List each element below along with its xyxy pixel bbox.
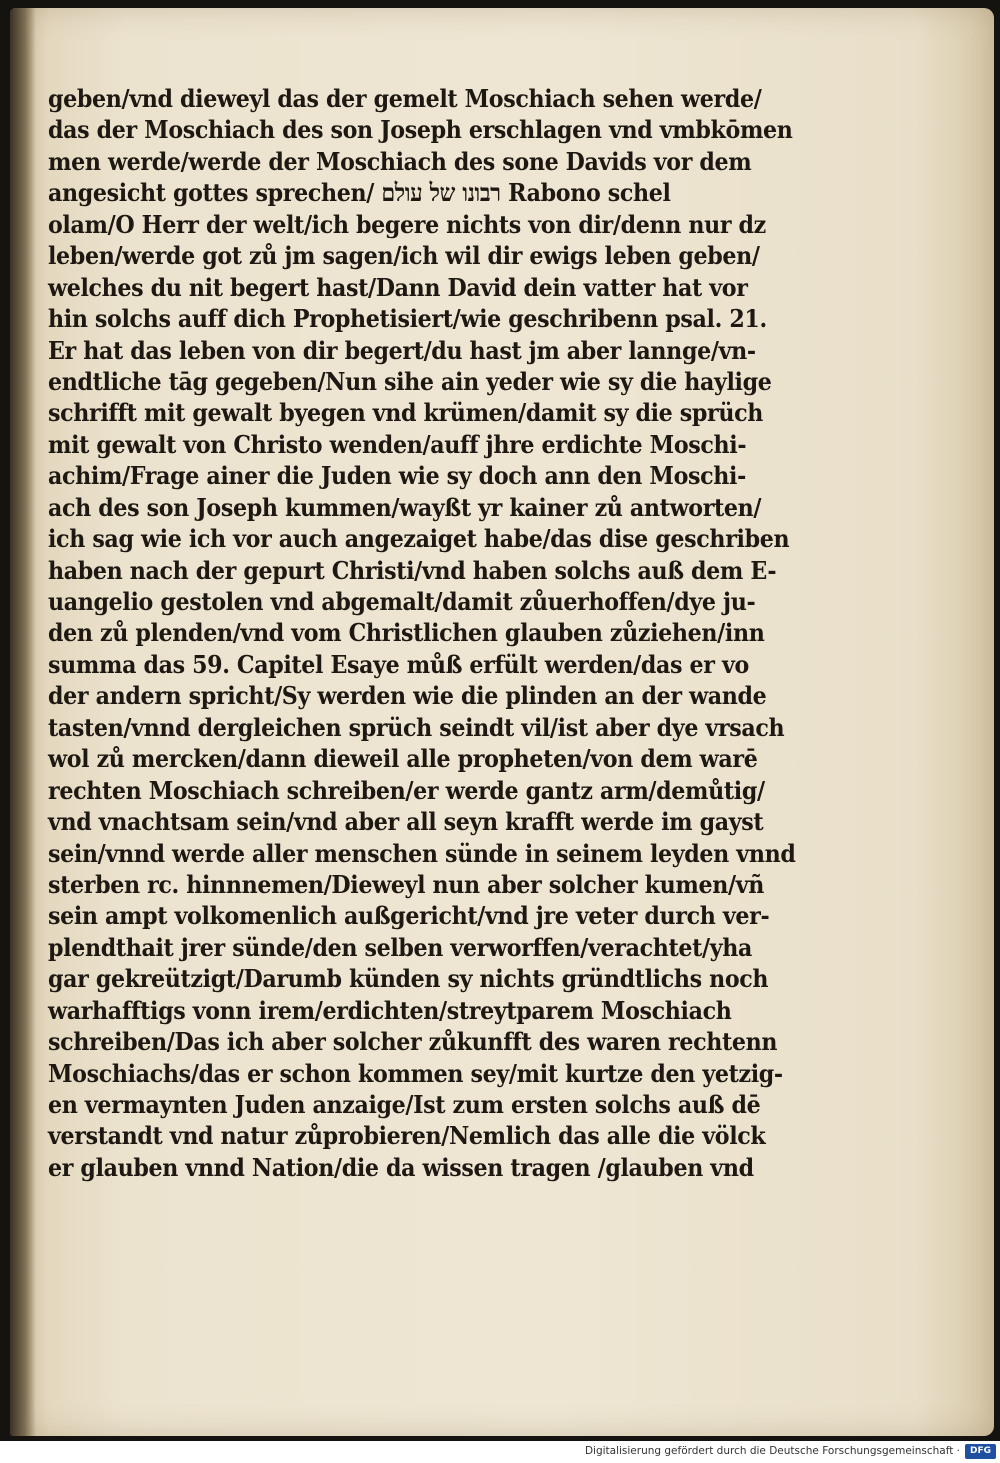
text-line: vnd vnachtsam sein/vnd aber all seyn krafft werde im gayst [48, 807, 764, 837]
text-line: schrifft mit gewalt byegen vnd krümen/damit sy die sprüch [48, 398, 763, 428]
text-line: ich sag wie ich vor auch angezaiget habe/das dise geschriben [48, 524, 790, 554]
text-line: warhafftigs vonn irem/erdichten/streytparem Moschiach [48, 995, 732, 1025]
text-line: das der Moschiach des son Joseph erschlagen vnd vmbkōmen [48, 115, 793, 145]
book-page [10, 8, 994, 1436]
text-line: rechten Moschiach schreiben/er werde gantz arm/demůtig/ [48, 775, 765, 805]
text-line: Er hat das leben von dir begert/du hast jm aber lannge/vn- [48, 335, 756, 365]
text-line: en vermaynten Juden anzaige/Ist zum ersten solchs auß dē [48, 1090, 761, 1119]
text-line: geben/vnd dieweyl das der gemelt Moschiach sehen werde/ [48, 84, 762, 113]
text-line: wol zů mercken/dann dieweil alle propheten/von dem warē [48, 744, 758, 774]
text-line: sein/vnnd werde aller menschen sünde in seinem leyden vnnd [48, 838, 796, 868]
text-line: hin solchs auff dich Prophetisiert/wie geschribenn psal. 21. [48, 304, 767, 334]
text-line: plendthait jrer sünde/den selben verworffen/verachtet/yha [48, 932, 753, 962]
text-line: er glauben vnnd Nation/die da wissen tragen /glauben vnd [48, 1152, 754, 1182]
text-line: endtliche tāg gegeben/Nun sihe ain yeder wie sy die haylige [48, 366, 772, 396]
text-line: olam/O Herr der welt/ich begere nichts von dir/denn nur dz [48, 209, 766, 239]
page-text-block [48, 83, 796, 1183]
text-line: angesicht gottes sprechen/ רבונו של עולם Rabono schel [48, 178, 671, 208]
footer-bar [0, 1441, 1000, 1463]
text-line: sterben rc. hinnnemen/Dieweyl nun aber solcher kumen/vñ [48, 869, 765, 899]
page-gutter [10, 8, 36, 1436]
text-line: summa das 59. Capitel Esaye můß erfült werden/das er vo [48, 649, 749, 679]
text-line: haben nach der gepurt Christi/vnd haben solchs auß dem E- [48, 555, 777, 585]
text-line: Moschiachs/das er schon kommen sey/mit kurtze den yetzig- [48, 1058, 783, 1088]
text-line: den zů plenden/vnd vom Christlichen glauben zůziehen/inn [48, 618, 765, 648]
text-line: tasten/vnnd dergleichen sprüch seindt vil/ist aber dye vrsach [48, 712, 785, 742]
text-line: schreiben/Das ich aber solcher zůkunfft des waren rechtenn [48, 1027, 778, 1057]
text-line: welches du nit begert hast/Dann David dein vatter hat vor [48, 272, 748, 302]
text-line: sein ampt volkomenlich außgericht/vnd jre veter durch ver- [48, 901, 770, 931]
text-line: uangelio gestolen vnd abgemalt/damit zůuerhoffen/dye ju- [48, 587, 756, 616]
text-line: verstandt vnd natur zůprobieren/Nemlich das alle die völck [48, 1121, 766, 1151]
dfg-logo: DFG [965, 1444, 996, 1459]
text-line: achim/Frage ainer die Juden wie sy doch ann den Moschi- [48, 461, 746, 491]
text-line: gar gekreützigt/Darumb künden sy nichts gründtlichs noch [48, 964, 769, 994]
text-line: mit gewalt von Christo wenden/auff jhre erdichte Moschi- [48, 429, 747, 459]
text-line: leben/werde got zů jm sagen/ich wil dir ewigs leben geben/ [48, 241, 760, 271]
text-line: der andern spricht/Sy werden wie die plinden an der wande [48, 681, 767, 711]
text-line: ach des son Joseph kummen/wayßt yr kainer zů antworten/ [48, 492, 762, 522]
footer-credit: Digitalisierung gefördert durch die Deutsche Forschungsgemeinschaft · [584, 1445, 960, 1457]
text-line: men werde/werde der Moschiach des sone Davids vor dem [48, 146, 752, 176]
